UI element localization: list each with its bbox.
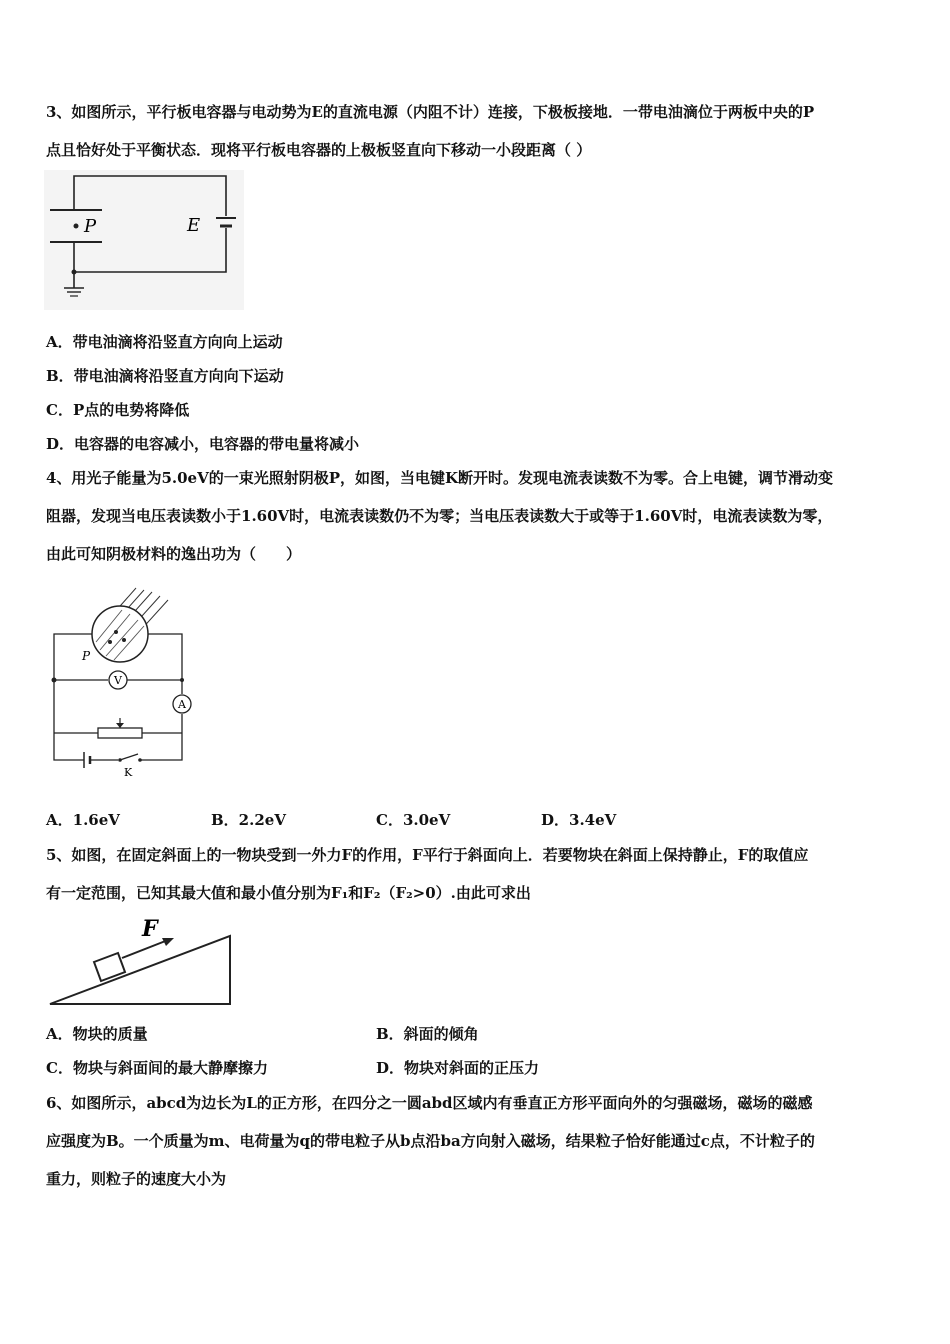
electron-dot: [122, 638, 126, 642]
force-arrow-shaft: [122, 940, 168, 958]
q4-option-d: D．3.4eV: [541, 811, 617, 829]
q4-stem-line1: 4、用光子能量为5.0eV的一束光照射阴极P，如图，当电键K断开时。发现电流表读数不为零。合上电键，调节滑动变: [46, 469, 834, 487]
q4-stem-line3: 由此可知阴极材料的逸出功为（ ）: [46, 545, 302, 563]
right-wire-top: [148, 634, 182, 694]
voltmeter-label: V: [114, 674, 122, 687]
q4-option-a: A．1.6eV: [46, 811, 120, 829]
q5-option-b: B．斜面的倾角: [376, 1025, 479, 1043]
q4-photoelectric-circuit-figure: [44, 584, 204, 780]
q4-option-b: B．2.2eV: [211, 811, 286, 829]
q3-option-a: A．带电油滴将沿竖直方向向上运动: [46, 333, 283, 351]
q3-option-c: C．P点的电势将降低: [46, 401, 190, 419]
q5-incline-figure: [44, 914, 240, 1010]
q4-option-c: C．3.0eV: [376, 811, 451, 829]
q5-stem-line2: 有一定范围，已知其最大值和最小值分别为F₁和F₂（F₂>0）.由此可求出: [46, 884, 531, 902]
electron-dot: [108, 640, 112, 644]
right-wire-bottom: [140, 714, 182, 760]
q5-option-a: A．物块的质量: [46, 1025, 148, 1043]
q6-stem-line2: 应强度为B。一个质量为m、电荷量为q的带电粒子从b点沿ba方向射入磁场，结果粒子恰好能通过c点，不计粒子的: [46, 1132, 815, 1150]
q6-stem-line1: 6、如图所示，abcd为边长为L的正方形，在四分之一圆abd区域内有垂直正方形平面向外的匀强磁场，磁场的磁感: [46, 1094, 813, 1112]
oil-droplet-dot: [74, 224, 79, 229]
electron-dot: [114, 630, 118, 634]
q6-stem-line3: 重力，则粒子的速度大小为: [46, 1170, 227, 1188]
q5-stem-line1: 5、如图，在固定斜面上的一物块受到一外力F的作用，F平行于斜面向上．若要物块在斜面上保持静止，F的取值应: [46, 846, 809, 864]
switch-k-icon: [120, 754, 138, 760]
q5-option-d: D．物块对斜面的正压力: [376, 1059, 540, 1077]
q5-option-c: C．物块与斜面间的最大静摩擦力: [46, 1059, 268, 1077]
q3-option-b: B．带电油滴将沿竖直方向向下运动: [46, 367, 284, 385]
incline-triangle: [50, 936, 230, 1004]
label-f: F: [142, 916, 158, 942]
rheostat-slider-arrow: [116, 723, 124, 728]
rheostat-icon: [98, 728, 142, 738]
label-p: P: [84, 216, 97, 237]
label-p: P: [82, 649, 91, 663]
q4-stem-line2: 阻器，发现当电压表读数小于1.60V时，电流表读数仍不为零；当电压表读数大于或等于1.60V时，电流表读数为零，: [46, 507, 833, 525]
q3-option-d: D．电容器的电容减小，电容器的带电量将减小: [46, 435, 360, 453]
switch-contact: [138, 758, 142, 762]
label-e: E: [187, 215, 201, 236]
junction-node: [52, 678, 57, 683]
q3-capacitor-circuit-figure: [44, 170, 244, 310]
q3-stem-line2: 点且恰好处于平衡状态．现将平行板电容器的上极板竖直向下移动一小段距离（ ）: [46, 141, 592, 159]
q3-stem-line1: 3、如图所示，平行板电容器与电动势为E的直流电源（内阻不计）连接，下极板接地．一带电油滴位于两板中央的P: [46, 103, 815, 121]
ammeter-label: A: [178, 698, 186, 711]
switch-label: K: [124, 766, 133, 779]
junction-node: [180, 678, 184, 682]
